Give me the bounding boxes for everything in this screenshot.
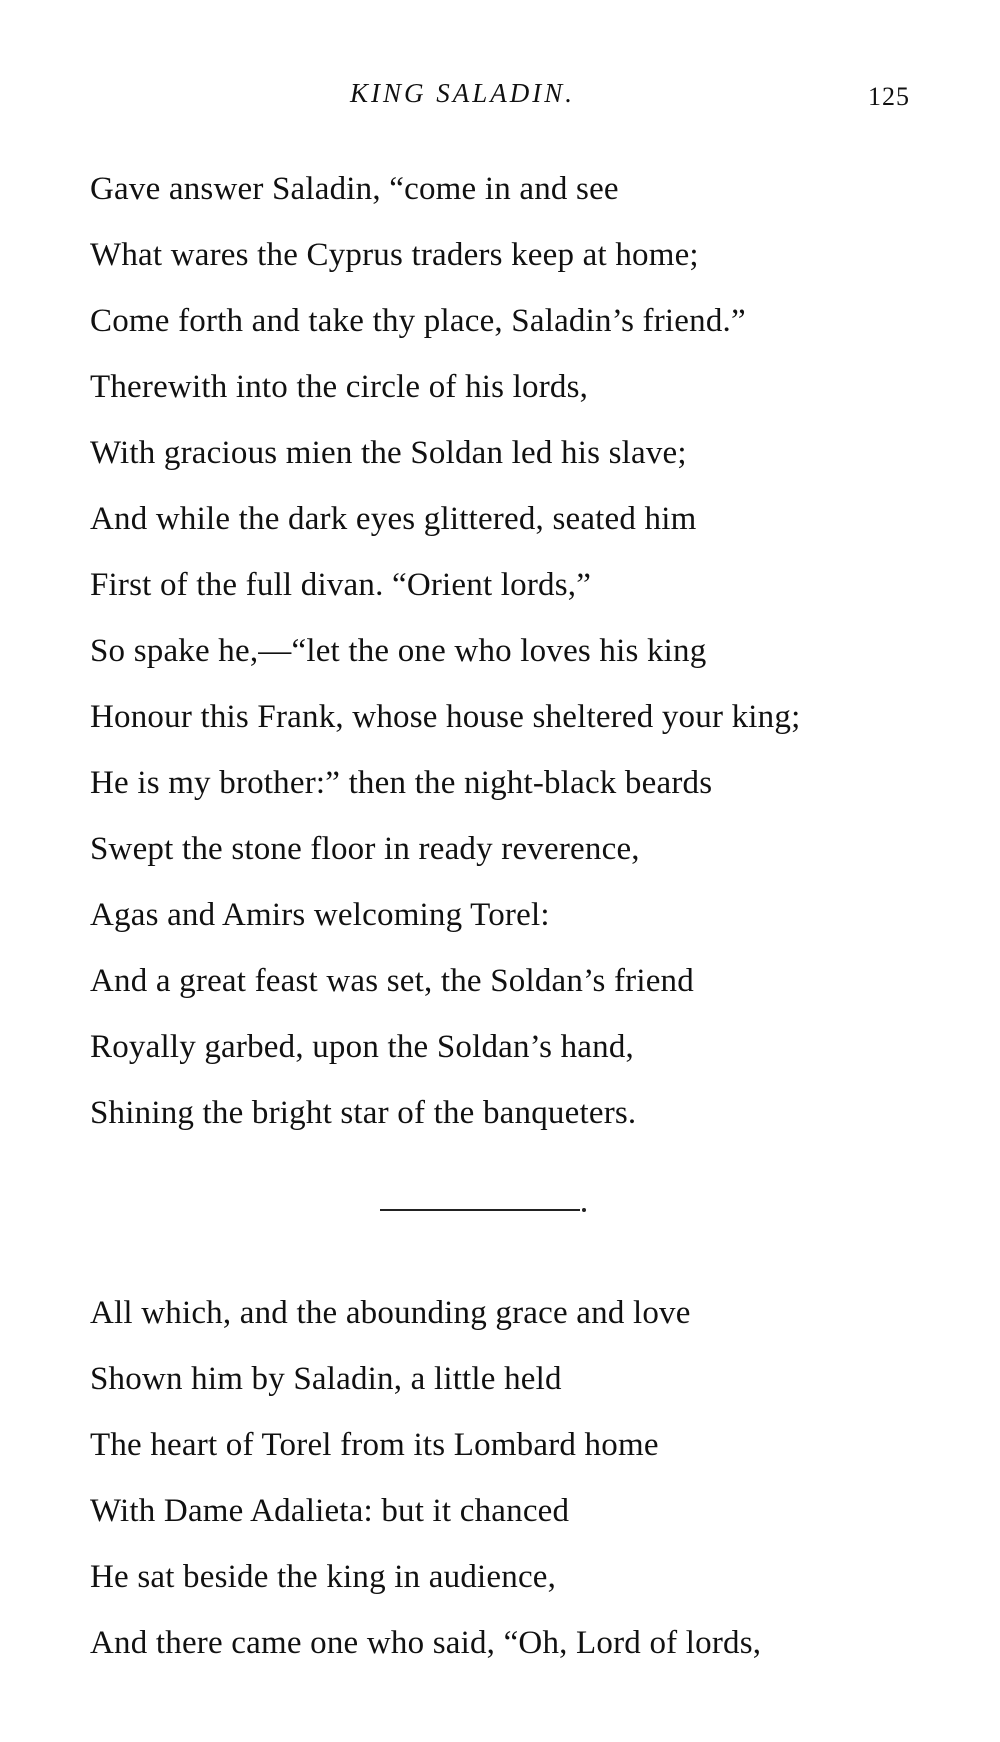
verse-line: And there came one who said, “Oh, Lord of lords, bbox=[90, 1625, 762, 1661]
page-number: 125 bbox=[868, 82, 910, 111]
verse-line: Shining the bright star of the banqueters. bbox=[90, 1095, 637, 1131]
verse-line: Therewith into the circle of his lords, bbox=[90, 369, 589, 405]
verse-line: And a great feast was set, the Soldan’s friend bbox=[90, 963, 694, 999]
verse-line: All which, and the abounding grace and love bbox=[90, 1295, 691, 1331]
verse-line: Honour this Frank, whose house sheltered your king; bbox=[90, 699, 801, 735]
stanza-2 bbox=[90, 1280, 950, 1676]
verse-line: Agas and Amirs welcoming Torel: bbox=[90, 897, 550, 933]
section-divider bbox=[380, 1209, 580, 1211]
verse-line: Gave answer Saladin, “come in and see bbox=[90, 171, 619, 207]
verse-line: With Dame Adalieta: but it chanced bbox=[90, 1493, 570, 1529]
verse-line: First of the full divan. “Orient lords,” bbox=[90, 567, 592, 603]
verse-line: What wares the Cyprus traders keep at home; bbox=[90, 237, 699, 273]
verse-line: The heart of Torel from its Lombard home bbox=[90, 1427, 659, 1463]
verse-line: He is my brother:” then the night-black beards bbox=[90, 765, 713, 801]
verse-line: And while the dark eyes glittered, seated him bbox=[90, 501, 697, 537]
verse-line: So spake he,—“let the one who loves his king bbox=[90, 633, 707, 669]
section-divider-dot bbox=[582, 1208, 586, 1212]
stanza-1 bbox=[90, 156, 950, 1146]
verse-line: Royally garbed, upon the Soldan’s hand, bbox=[90, 1029, 634, 1065]
verse-line: Swept the stone floor in ready reverence, bbox=[90, 831, 640, 867]
verse-line: With gracious mien the Soldan led his slave; bbox=[90, 435, 687, 471]
verse-line: Come forth and take thy place, Saladin’s friend.” bbox=[90, 303, 746, 339]
running-head bbox=[0, 78, 1000, 118]
verse-line: He sat beside the king in audience, bbox=[90, 1559, 557, 1595]
running-title: KING SALADIN. bbox=[350, 78, 576, 108]
verse-line: Shown him by Saladin, a little held bbox=[90, 1361, 562, 1397]
